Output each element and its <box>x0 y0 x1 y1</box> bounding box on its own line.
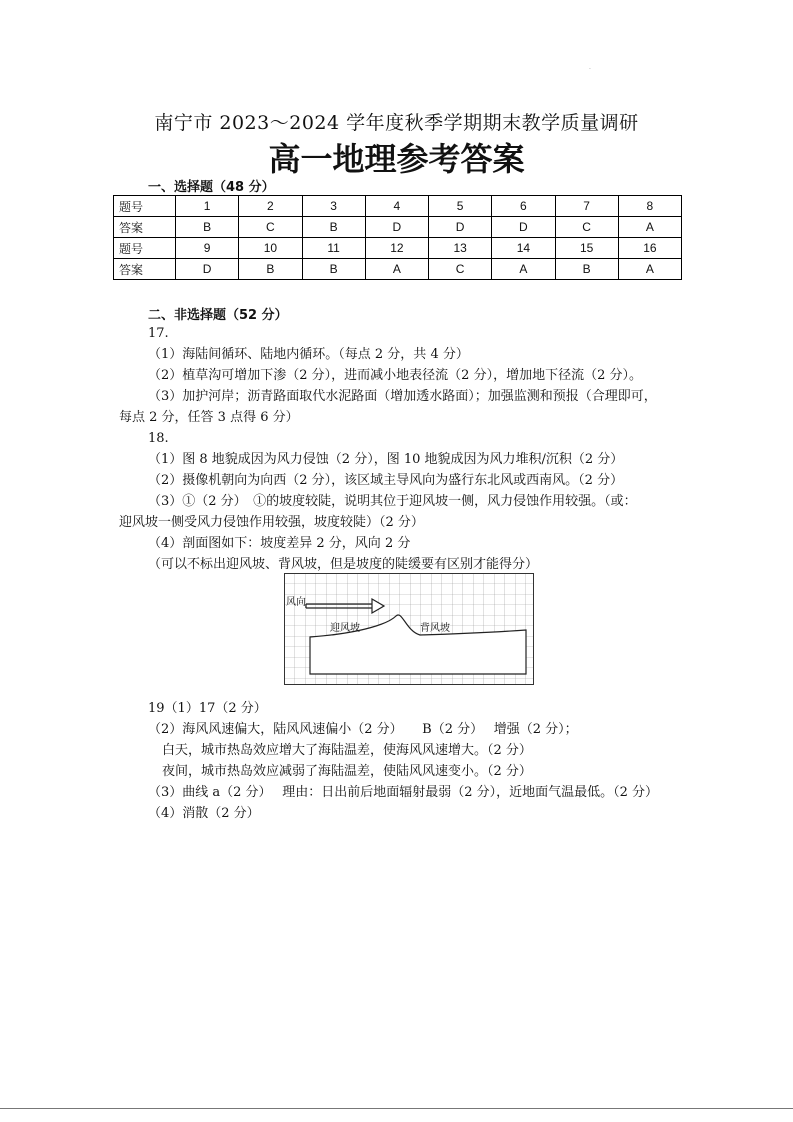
wind-label: 风向 <box>286 597 306 608</box>
section2-heading: 二、非选择题（52 分） <box>148 308 288 323</box>
table-cell: 8 <box>618 196 681 217</box>
table-cell: B <box>555 259 618 280</box>
table-cell: 11 <box>302 238 365 259</box>
profile-diagram <box>284 573 534 685</box>
table-row <box>114 259 682 280</box>
q18-part1: （1）图 8 地貌成因为风力侵蚀（2 分），图 10 地貌成因为风力堆积/沉积（2 分） <box>148 452 624 467</box>
q19-part2-night: 夜间，城市热岛效应减弱了海陆温差，使陆风风速变小。（2 分） <box>162 764 532 779</box>
table-cell: 14 <box>492 238 555 259</box>
answer-table <box>113 195 682 280</box>
section1-heading: 一、选择题（48 分） <box>148 180 275 195</box>
table-cell: 13 <box>429 238 492 259</box>
bottom-rule <box>0 1108 793 1109</box>
q18-label: 18. <box>148 431 169 446</box>
table-cell: 3 <box>302 196 365 217</box>
q19-part3: （3）曲线 a（2 分） 理由：日出前后地面辐射最弱（2 分），近地面气温最低。（2 分） <box>148 785 658 800</box>
windward-label: 迎风坡 <box>330 623 360 634</box>
table-cell: 2 <box>239 196 302 217</box>
leeward-label: 背风坡 <box>420 623 450 634</box>
table-cell: 题号 <box>114 238 176 259</box>
table-cell: B <box>176 217 239 238</box>
q18-part2: （2）摄像机朝向为向西（2 分），该区域主导风向为盛行东北风或西南风。（2 分） <box>148 473 624 488</box>
table-cell: C <box>239 217 302 238</box>
q19-part2: （2）海风风速偏大，陆风风速偏小（2 分） B（2 分） 增强（2 分）； <box>148 722 578 737</box>
q18-part3: （3）①（2 分） ①的坡度较陡，说明其位于迎风坡一侧，风力侵蚀作用较强。（或： <box>148 494 637 509</box>
table-cell: B <box>302 259 365 280</box>
table-cell: 答案 <box>114 259 176 280</box>
table-cell: D <box>492 217 555 238</box>
table-row <box>114 217 682 238</box>
q17-part1: （1）海陆间循环、陆地内循环。（每点 2 分，共 4 分） <box>148 347 469 362</box>
q19-part4: （4）消散（2 分） <box>148 806 260 821</box>
table-cell: 答案 <box>114 217 176 238</box>
table-cell: 9 <box>176 238 239 259</box>
table-cell: A <box>618 217 681 238</box>
table-row <box>114 196 682 217</box>
q17-part3: （3）加护河岸；沥青路面取代水泥路面（增加透水路面）；加强监测和预报（合理即可， <box>148 389 657 404</box>
table-cell: 5 <box>429 196 492 217</box>
q17-label: 17. <box>148 326 169 341</box>
table-cell: 4 <box>365 196 428 217</box>
table-cell: B <box>302 217 365 238</box>
corner-mark: . <box>589 64 591 71</box>
q18-part3-cont: 迎风坡一侧受风力侵蚀作用较强，坡度较陡）（2 分） <box>119 515 424 530</box>
table-cell: 1 <box>176 196 239 217</box>
table-cell: 10 <box>239 238 302 259</box>
q17-part3-cont: 每点 2 分，任答 3 点得 6 分） <box>119 410 299 425</box>
table-cell: B <box>239 259 302 280</box>
q19-part2-day: 白天，城市热岛效应增大了海陆温差，使海风风速增大。（2 分） <box>162 743 532 758</box>
table-cell: 7 <box>555 196 618 217</box>
table-cell: C <box>555 217 618 238</box>
table-cell: A <box>492 259 555 280</box>
q17-part2: （2）植草沟可增加下渗（2 分），进而减小地表径流（2 分），增加地下径流（2 分）。 <box>148 368 642 383</box>
table-cell: D <box>429 217 492 238</box>
table-cell: 题号 <box>114 196 176 217</box>
page-title: 高一地理参考答案 <box>268 140 525 178</box>
table-cell: 12 <box>365 238 428 259</box>
table-cell: C <box>429 259 492 280</box>
table-cell: A <box>618 259 681 280</box>
table-row <box>114 238 682 259</box>
table-cell: 6 <box>492 196 555 217</box>
q18-part4: （4）剖面图如下：坡度差异 2 分，风向 2 分 <box>148 536 411 551</box>
table-cell: D <box>365 217 428 238</box>
table-cell: D <box>176 259 239 280</box>
table-cell: A <box>365 259 428 280</box>
table-cell: 15 <box>555 238 618 259</box>
q19-part1: 19（1）17（2 分） <box>148 701 267 716</box>
page-subtitle: 南宁市 2023～2024 学年度秋季学期期末教学质量调研 <box>154 112 639 134</box>
table-cell: 16 <box>618 238 681 259</box>
q18-part4-note: （可以不标出迎风坡、背风坡，但是坡度的陡缓要有区别才能得分） <box>148 557 539 572</box>
